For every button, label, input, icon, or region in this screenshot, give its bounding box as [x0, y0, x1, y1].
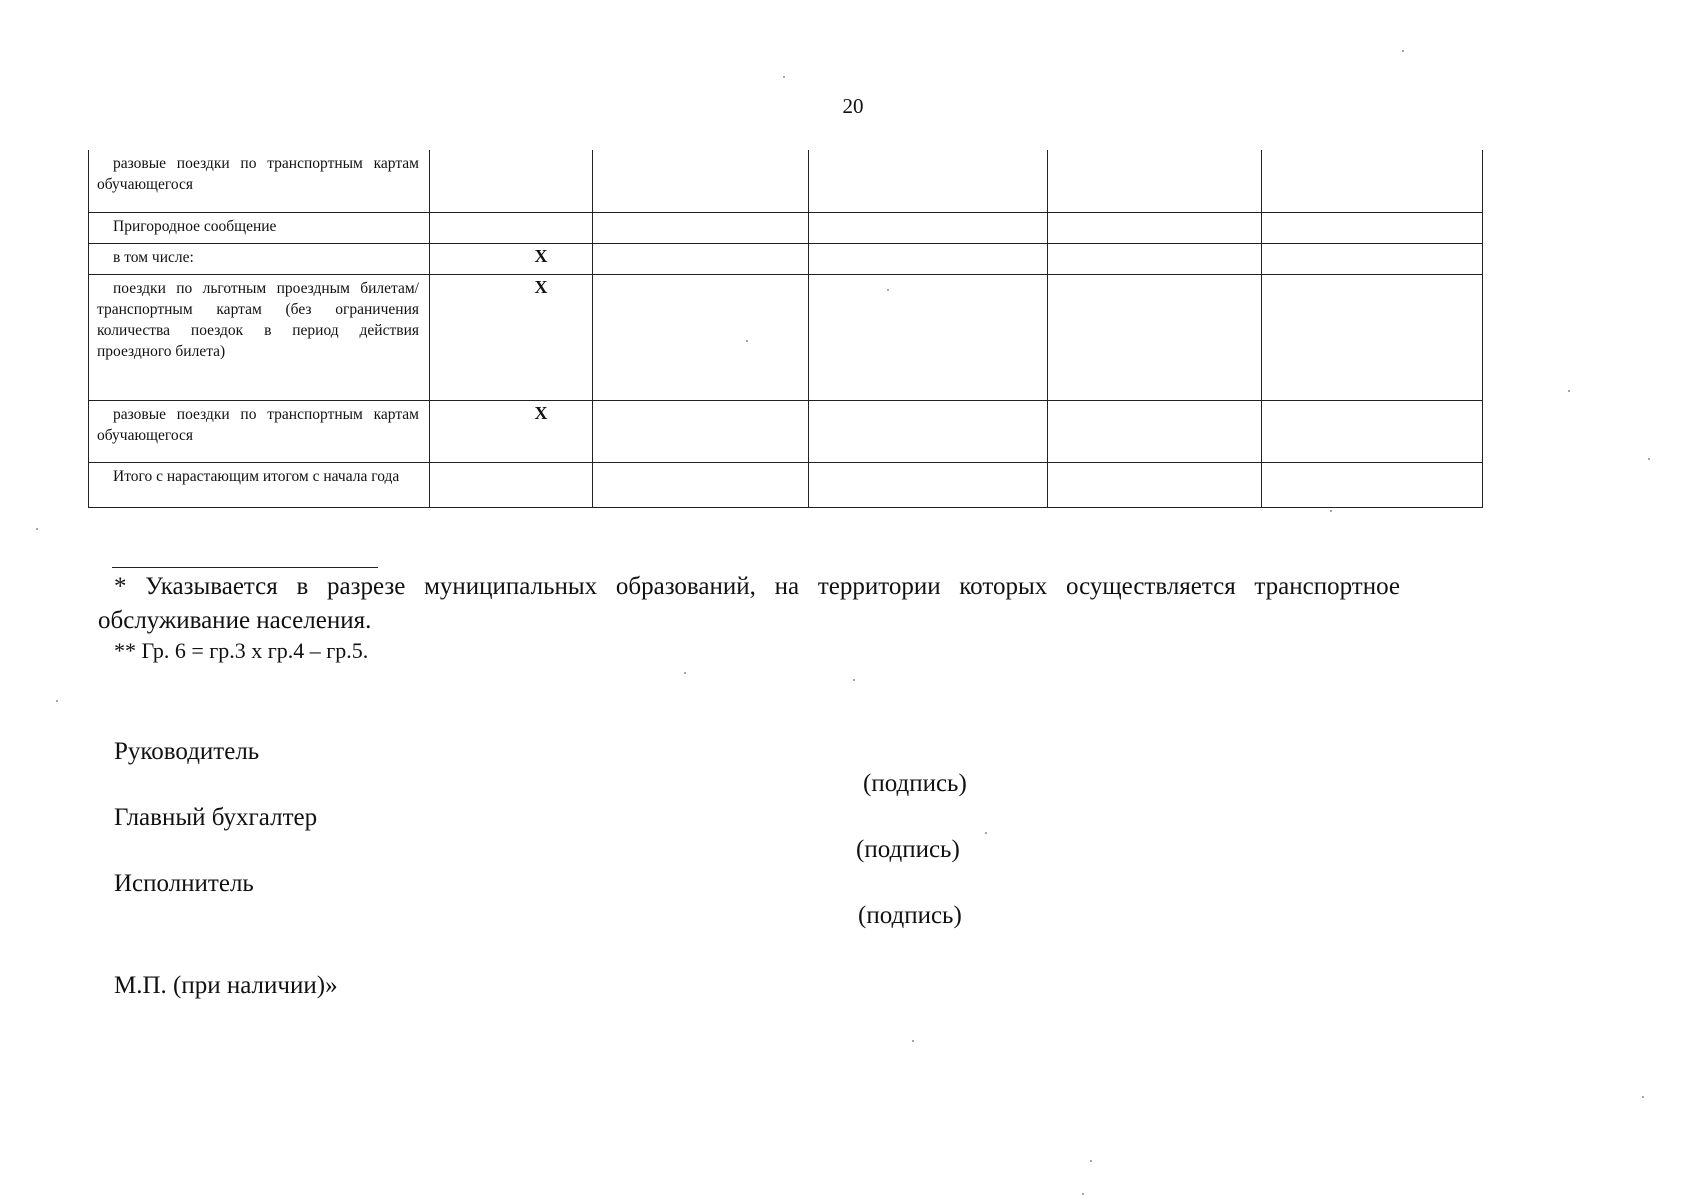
scan-speck [684, 672, 686, 674]
row-label: разовые поездки по транспортным картам обучающегося [89, 400, 430, 462]
table-cell [1048, 212, 1262, 243]
table-row [89, 274, 1483, 400]
table-cell [593, 150, 809, 212]
table-row [89, 400, 1483, 462]
head-signature-hint: (подпись) [863, 770, 967, 797]
scan-speck [1090, 1160, 1092, 1162]
table-cell [809, 243, 1048, 274]
scan-speck [36, 528, 38, 530]
scan-speck [1402, 50, 1404, 52]
table-cell [809, 212, 1048, 243]
page-number: 20 [842, 94, 864, 118]
scan-speck [1082, 1193, 1084, 1195]
table-cell [1262, 274, 1483, 400]
scan-speck [783, 76, 785, 78]
seal-label: М.П. (при наличии)» [114, 972, 338, 999]
table-row [89, 243, 1483, 274]
scan-speck [1642, 1096, 1644, 1098]
table-row [89, 462, 1483, 507]
table-cell [809, 462, 1048, 507]
scan-speck [1568, 390, 1570, 392]
table-cell [1262, 400, 1483, 462]
chief-accountant-label: Главный бухгалтер [114, 804, 318, 831]
table-cell [1262, 212, 1483, 243]
row-mark: X [430, 400, 593, 462]
footnote-municipal: * Указывается в разрезе муниципальных образований, на территории которых осуществляется транспортное обслуживание населения. [98, 573, 1400, 634]
row-mark [430, 212, 593, 243]
report-table [88, 150, 1483, 508]
row-mark [430, 150, 593, 212]
row-label: в том числе: [89, 243, 430, 274]
table-cell [593, 462, 809, 507]
table-cell [809, 150, 1048, 212]
scan-speck [56, 700, 58, 702]
table-cell [1262, 150, 1483, 212]
table-cell [1262, 462, 1483, 507]
table-cell [1048, 400, 1262, 462]
table-row [89, 150, 1483, 212]
table-cell [593, 400, 809, 462]
row-mark [430, 462, 593, 507]
table-cell [1048, 274, 1262, 400]
scan-speck [985, 832, 987, 834]
footnote-formula: ** Гр. 6 = гр.3 х гр.4 – гр.5. [114, 638, 369, 663]
table-cell [809, 274, 1048, 400]
scan-speck [746, 340, 748, 342]
row-label: Пригородное сообщение [89, 212, 430, 243]
table-cell [1048, 150, 1262, 212]
table-row [89, 212, 1483, 243]
table-cell [1262, 243, 1483, 274]
row-label: поездки по льготным проездным билетам/ транспортным картам (без ограничения количества поездок в период действия проездного билета) [89, 274, 430, 400]
scan-speck [1330, 510, 1332, 512]
row-label: разовые поездки по транспортным картам обучающегося [89, 150, 430, 212]
scan-speck [887, 289, 889, 291]
executor-label: Исполнитель [114, 870, 254, 897]
scan-speck [1648, 458, 1650, 460]
row-label: Итого с нарастающим итогом с начала года [89, 462, 430, 507]
table-cell [1048, 462, 1262, 507]
row-mark: X [430, 243, 593, 274]
head-label: Руководитель [114, 738, 260, 765]
row-mark: X [430, 274, 593, 400]
table-cell [593, 212, 809, 243]
scan-speck [912, 1040, 914, 1042]
scan-speck [853, 679, 855, 681]
table-cell [593, 274, 809, 400]
footnote-divider [112, 567, 378, 568]
table-cell [809, 400, 1048, 462]
table-cell [593, 243, 809, 274]
executor-signature-hint: (подпись) [858, 902, 962, 929]
table-cell [1048, 243, 1262, 274]
accountant-signature-hint: (подпись) [856, 836, 960, 863]
